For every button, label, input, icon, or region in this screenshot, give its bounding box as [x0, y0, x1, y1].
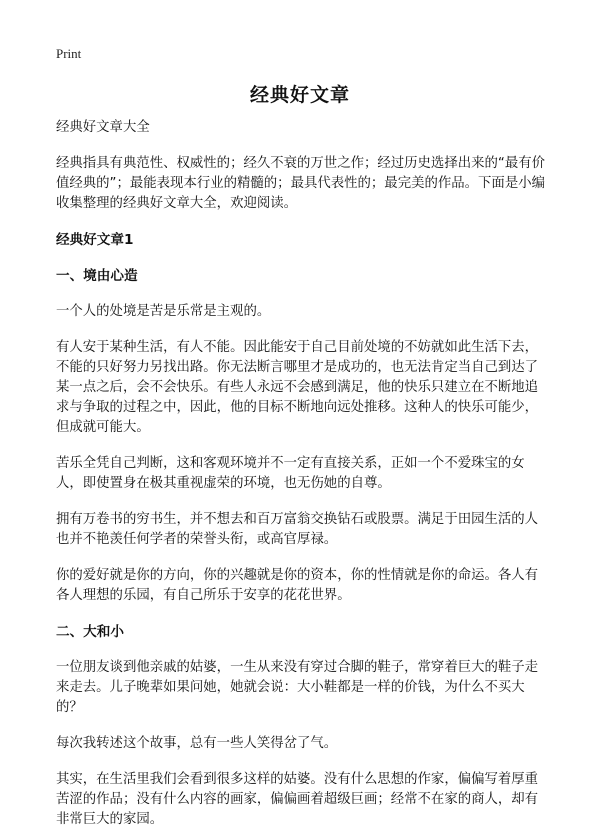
article-body: [56, 118, 546, 830]
section1-paragraph-2: 有人安于某种生活，有人不能。因此能安于自己目前处境的不妨就如此生活下去，不能的只好努力另找出路。你无法断言哪里才是成功的，也无法肯定当自己到达了某一点之后，会不会快乐。有些人永远不会感到满足，他的快乐只建立在不断地追求与争取的过程之中，因此，他的目标不断地向远处推移。这种人的快乐可能少，但成就可能大。: [56, 340, 539, 435]
section1-paragraph-3: 苦乐全凭自己判断，这和客观环境并不一定有直接关系，正如一个不爱珠宝的女人，即使置身在极其重视虚荣的环境，也无伤她的自尊。: [56, 456, 525, 491]
section-heading-1: 一、境由心造: [56, 268, 138, 284]
section1-paragraph-1: 一个人的处境是苦是乐常是主观的。: [56, 304, 271, 319]
section1-paragraph-4: 拥有万卷书的穷书生，并不想去和百万富翁交换钻石或股票。满足于田园生活的人也并不艳羡任何学者的荣誉头衔，或高官厚禄。: [56, 512, 539, 547]
print-link[interactable]: Print: [56, 46, 82, 61]
intro-paragraph: 经典指具有典范性、权威性的；经久不衰的万世之作；经过历史选择出来的“最有价值经典的”；最能表现本行业的精髓的；最具代表性的；最完美的作品。下面是小编收集整理的经典好文章大全，欢迎阅读。: [56, 156, 545, 211]
section2-paragraph-1: 一位朋友谈到他亲戚的姑婆，一生从来没有穿过合脚的鞋子，常穿着巨大的鞋子走来走去。儿子晚辈如果问她，她就会说：大小鞋都是一样的价钱，为什么不买大的？: [56, 660, 539, 715]
section2-paragraph-2: 每次我转述这个故事，总有一些人笑得岔了气。: [56, 736, 338, 751]
article-heading: 经典好文章1: [56, 232, 134, 248]
article-subtitle: 经典好文章大全: [56, 120, 150, 135]
section2-paragraph-3: 其实，在生活里我们会看到很多这样的姑婆。没有什么思想的作家，偏偏写着厚重苦涩的作品；没有什么内容的画家，偏偏画着超级巨画；经常不在家的商人，却有非常巨大的家园。: [56, 772, 539, 827]
section1-paragraph-5: 你的爱好就是你的方向，你的兴趣就是你的资本，你的性情就是你的命运。各人有各人理想的乐园，有自己所乐于安享的花花世界。: [56, 568, 539, 603]
page-title: 经典好文章: [249, 84, 350, 106]
section-heading-2: 二、大和小: [56, 624, 124, 640]
